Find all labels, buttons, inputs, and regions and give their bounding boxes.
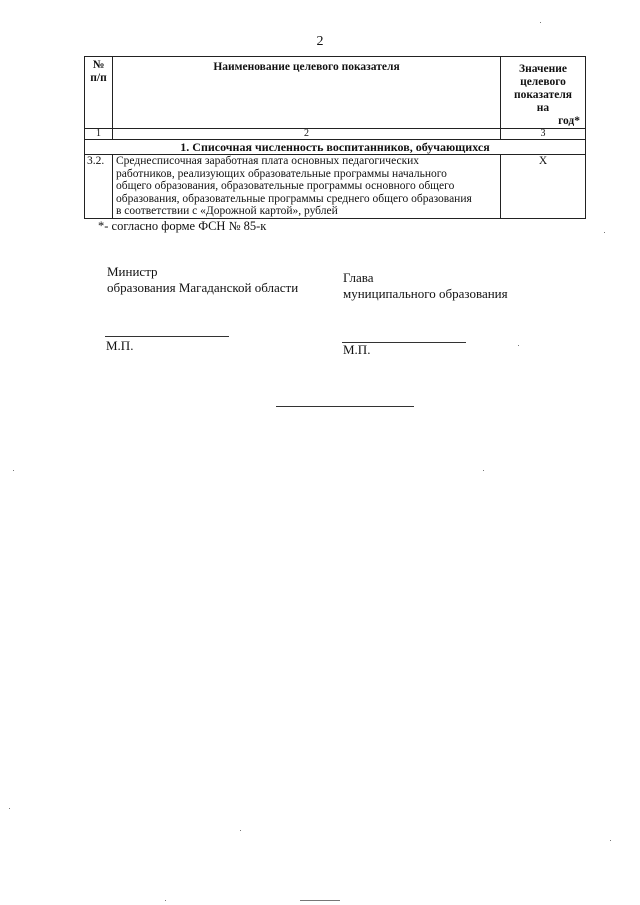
row-name-line: работников, реализующих образовательные программы начального [116,167,447,180]
table-row [85,155,586,219]
row-value: Х [501,155,586,219]
stamp-placeholder-minister: М.П. [106,338,134,353]
signature-organization: муниципального образования [343,286,508,301]
header-number-cell [85,57,113,129]
signature-title: Министр [107,264,158,279]
scan-speck [13,470,14,471]
footnote: *- согласно форме ФСН № 85-к [98,219,267,233]
end-divider [276,406,414,407]
scan-speck [518,345,519,346]
row-name-line: образования, образовательные программы среднего общего образования [116,192,472,205]
row-indicator-name [113,155,501,219]
header-value-line: год* [558,115,580,127]
row-name-line: в соответствии с «Дорожной картой», рублей [116,205,338,217]
signature-title: Глава [343,270,374,285]
row-name-line: общего образования, образовательные программы основного общего [116,180,455,192]
signature-organization: образования Магаданской области [107,280,299,295]
column-index-cell: 3 [501,129,586,140]
header-indicator-value [501,57,586,129]
section-title: 1. Списочная численность воспитанников, обучающихся [85,140,586,155]
header-value-line: целевого [520,76,566,88]
header-value-line: показателя [513,89,573,101]
scan-speck [9,808,10,809]
column-index-row [85,129,586,140]
header-number-abbrev: п/п [90,72,107,84]
scan-speck [483,470,484,471]
signature-block-minister [107,264,298,296]
column-index-cell: 1 [85,129,113,140]
stamp-placeholder-head: М.П. [343,342,371,357]
scan-speck [610,840,611,841]
scan-speck [300,900,340,901]
scan-speck [604,232,605,233]
table-header-row [85,57,586,129]
target-indicators-table [84,56,586,219]
row-number: 3.2. [85,155,113,219]
scan-speck [540,22,541,23]
column-index-cell: 2 [113,129,501,140]
header-value-line: Значение [519,63,567,75]
page-number: 2 [316,34,324,49]
row-name-line: Среднесписочная заработная плата основных педагогических [116,155,420,167]
header-value-line: на [536,102,550,114]
header-indicator-name: Наименование целевого показателя [113,57,501,129]
header-number-symbol: № [92,59,105,71]
signature-block-head [343,270,508,302]
section-row [85,140,586,155]
scan-speck [240,830,241,831]
scan-speck [165,900,166,901]
signature-line-minister [105,336,229,337]
